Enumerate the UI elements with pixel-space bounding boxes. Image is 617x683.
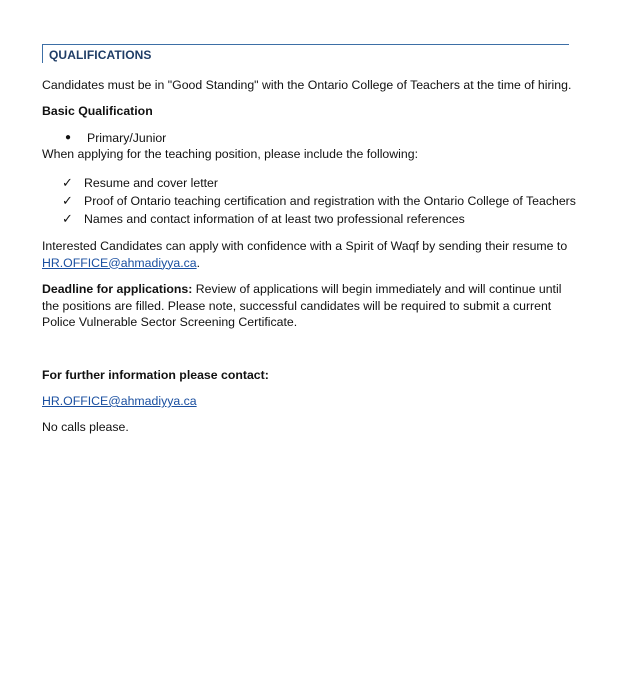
checklist-item: Names and contact information of at least two professional references <box>84 212 465 226</box>
applying-intro: When applying for the teaching position, please include the following: <box>42 147 418 161</box>
contact-email-link[interactable]: HR.OFFICE@ahmadiyya.ca <box>42 394 197 408</box>
deadline-text: Review of applications will begin immediately and will continue until the positions are filled. Please note, successful candidates will be required to submit a current Police Vulnerable Sector Screening Certificate. <box>42 282 562 329</box>
section-heading-box <box>42 44 569 63</box>
apply-paragraph <box>42 238 572 271</box>
bullet-icon: ● <box>65 132 72 143</box>
section-heading: QUALIFICATIONS <box>49 48 152 62</box>
intro-text: Candidates must be in "Good Standing" with the Ontario College of Teachers at the time of hiring. <box>42 78 572 92</box>
basic-item: Primary/Junior <box>87 131 167 145</box>
check-icon: ✓ <box>62 193 73 208</box>
deadline-paragraph <box>42 281 572 331</box>
check-icon: ✓ <box>62 211 73 226</box>
apply-text: Interested Candidates can apply with confidence with a Spirit of Waqf by sending their resume to <box>42 239 568 253</box>
no-calls-text: No calls please. <box>42 420 129 434</box>
checklist-item: Proof of Ontario teaching certification and registration with the Ontario College of Teachers <box>84 194 576 208</box>
apply-period: . <box>196 255 201 270</box>
basic-qualification-label: Basic Qualification <box>42 104 153 118</box>
email-link[interactable]: HR.OFFICE@ahmadiyya.ca <box>42 255 197 270</box>
deadline-label: Deadline for applications: <box>42 282 193 296</box>
checklist-item: Resume and cover letter <box>84 176 218 190</box>
contact-label: For further information please contact: <box>42 368 269 382</box>
check-icon: ✓ <box>62 175 73 190</box>
